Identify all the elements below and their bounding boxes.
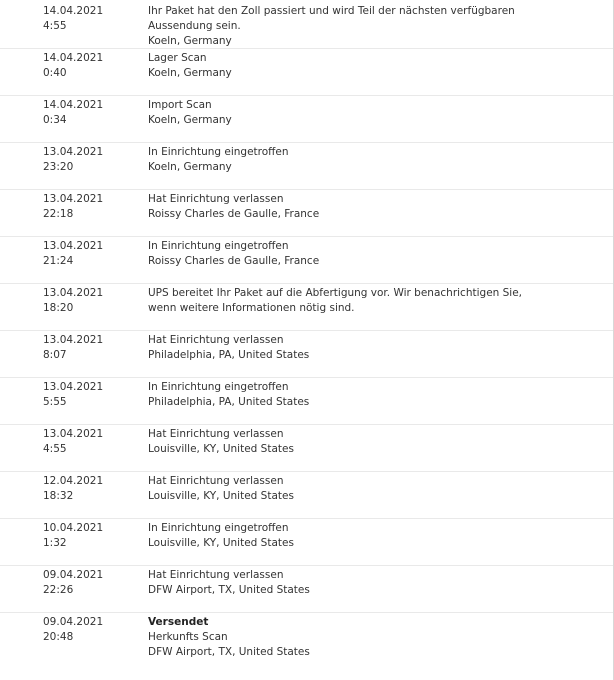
event-date: 13.04.2021 [43,193,104,205]
event-datetime [43,474,133,504]
event-status: UPS bereitet Ihr Paket auf die Abfertigung vor. Wir benachrichtigen Sie, wenn weitere Informationen nötig sind. [148,287,523,314]
event-time: 4:55 [43,443,67,455]
event-datetime [43,98,133,128]
event-location: Koeln, Germany [148,67,232,79]
row-divider [0,236,614,237]
event-location: Koeln, Germany [148,114,232,126]
event-description [148,427,548,457]
event-time: 20:48 [43,631,74,643]
event-date: 13.04.2021 [43,381,104,393]
event-time: 23:20 [43,161,74,173]
event-status: Hat Einrichtung verlassen [148,193,284,205]
event-location: Louisville, KY, United States [148,490,294,502]
event-description [148,192,548,222]
event-location: Philadelphia, PA, United States [148,396,310,408]
event-description [148,380,548,410]
event-description [148,286,548,316]
event-status: Herkunfts Scan [148,631,228,643]
event-time: 18:32 [43,490,74,502]
event-date: 14.04.2021 [43,52,104,64]
event-row [0,521,614,568]
event-row [0,427,614,474]
event-datetime [43,380,133,410]
event-datetime [43,615,133,645]
event-status: Import Scan [148,99,212,111]
event-time: 4:55 [43,20,67,32]
event-row [0,192,614,239]
event-row [0,51,614,98]
event-time: 5:55 [43,396,67,408]
event-datetime [43,333,133,363]
event-description [148,333,548,363]
event-row [0,380,614,427]
event-status: Hat Einrichtung verlassen [148,334,284,346]
row-divider [0,377,614,378]
event-description [148,615,548,660]
event-date: 13.04.2021 [43,240,104,252]
event-status: In Einrichtung eingetroffen [148,240,289,252]
event-datetime [43,51,133,81]
event-time: 18:20 [43,302,74,314]
event-datetime [43,286,133,316]
event-row [0,333,614,380]
event-location: Koeln, Germany [148,35,232,47]
event-description [148,521,548,551]
event-description [148,145,548,175]
event-description [148,474,548,504]
event-row [0,474,614,521]
event-location: DFW Airport, TX, United States [148,646,310,658]
event-location: Louisville, KY, United States [148,537,294,549]
event-description [148,51,548,81]
event-datetime [43,521,133,551]
row-divider [0,283,614,284]
event-row [0,98,614,145]
event-datetime [43,568,133,598]
event-location: Koeln, Germany [148,161,232,173]
event-date: 12.04.2021 [43,475,104,487]
row-divider [0,142,614,143]
event-status: Lager Scan [148,52,207,64]
event-datetime [43,192,133,222]
event-row [0,286,614,333]
row-divider [0,48,614,49]
event-time: 0:34 [43,114,67,126]
event-date: 10.04.2021 [43,522,104,534]
event-status: Hat Einrichtung verlassen [148,475,284,487]
event-heading: Versendet [148,616,209,628]
row-divider [0,471,614,472]
row-divider [0,612,614,613]
row-divider [0,189,614,190]
event-status: In Einrichtung eingetroffen [148,381,289,393]
event-time: 22:26 [43,584,74,596]
event-datetime [43,427,133,457]
event-status: In Einrichtung eingetroffen [148,146,289,158]
event-datetime [43,4,133,34]
event-location: Roissy Charles de Gaulle, France [148,208,320,220]
event-date: 14.04.2021 [43,5,104,17]
event-status: Hat Einrichtung verlassen [148,569,284,581]
event-row [0,568,614,615]
event-description [148,4,548,49]
event-location: Roissy Charles de Gaulle, France [148,255,320,267]
event-date: 09.04.2021 [43,616,104,628]
event-datetime [43,239,133,269]
event-date: 13.04.2021 [43,146,104,158]
event-row [0,239,614,286]
event-description [148,568,548,598]
event-date: 13.04.2021 [43,334,104,346]
event-row [0,4,614,51]
event-description [148,239,548,269]
event-description [148,98,548,128]
event-status: Ihr Paket hat den Zoll passiert und wird Teil der nächsten verfügbaren Aussendung sein. [148,5,515,32]
event-time: 0:40 [43,67,67,79]
event-date: 13.04.2021 [43,287,104,299]
row-divider [0,424,614,425]
event-datetime [43,145,133,175]
event-date: 09.04.2021 [43,569,104,581]
row-divider [0,95,614,96]
event-row-shipped [0,615,614,675]
event-time: 1:32 [43,537,67,549]
event-status: Hat Einrichtung verlassen [148,428,284,440]
event-location: DFW Airport, TX, United States [148,584,310,596]
event-time: 8:07 [43,349,67,361]
event-status: In Einrichtung eingetroffen [148,522,289,534]
event-date: 13.04.2021 [43,428,104,440]
row-divider [0,565,614,566]
event-list [0,4,614,675]
event-time: 21:24 [43,255,74,267]
row-divider [0,330,614,331]
event-location: Louisville, KY, United States [148,443,294,455]
event-location: Philadelphia, PA, United States [148,349,310,361]
event-time: 22:18 [43,208,74,220]
event-row [0,145,614,192]
row-divider [0,518,614,519]
event-date: 14.04.2021 [43,99,104,111]
